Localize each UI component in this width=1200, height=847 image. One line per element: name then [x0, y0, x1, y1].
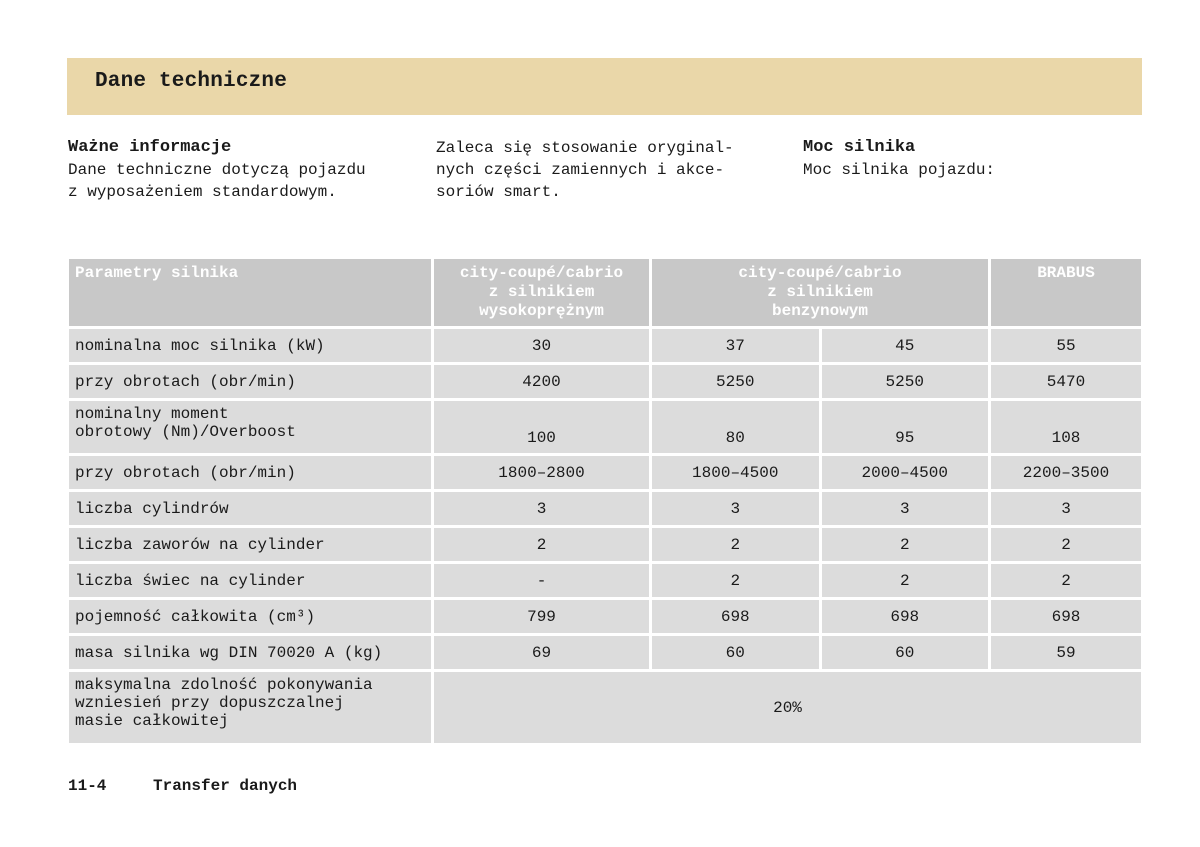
row-value: 2 — [822, 564, 989, 597]
page-title: Dane techniczne — [95, 70, 288, 93]
row-value: 100 — [434, 401, 649, 453]
row-value: 30 — [434, 329, 649, 362]
engine-power-heading: Moc silnika — [803, 138, 916, 157]
row-value: 5250 — [822, 365, 989, 398]
row-value: 3 — [434, 492, 649, 525]
engine-parameters-table — [66, 256, 1144, 746]
row-value: 1800–2800 — [434, 456, 649, 489]
engine-power-text: Moc silnika pojazdu: — [803, 161, 996, 179]
important-info-heading: Ważne informacje — [68, 138, 232, 157]
row-value: 3 — [991, 492, 1141, 525]
row-value: - — [434, 564, 649, 597]
row-value: 2 — [434, 528, 649, 561]
row-value: 2 — [652, 564, 819, 597]
row-value: 698 — [652, 600, 819, 633]
row-value: 3 — [822, 492, 989, 525]
footer-section-title: Transfer danych — [153, 777, 298, 795]
row-label: pojemność całkowita (cm³) — [69, 600, 431, 633]
row-value: 55 — [991, 329, 1141, 362]
row-label: przy obrotach (obr/min) — [69, 365, 431, 398]
table-row — [69, 329, 1141, 362]
row-value: 37 — [652, 329, 819, 362]
row-label: przy obrotach (obr/min) — [69, 456, 431, 489]
row-value: 2 — [991, 528, 1141, 561]
table-row — [69, 365, 1141, 398]
row-value: 2 — [652, 528, 819, 561]
row-value: 4200 — [434, 365, 649, 398]
row-value: 45 — [822, 329, 989, 362]
header-petrol: city-coupé/cabrio z silnikiem benzynowym — [652, 259, 988, 326]
intro-column-engine-power — [803, 137, 1143, 181]
row-label: liczba świec na cylinder — [69, 564, 431, 597]
table-row — [69, 528, 1141, 561]
intro-column-important — [68, 137, 418, 203]
parts-recommendation-text: Zaleca się stosowanie oryginal- nych części zamiennych i akce- soriów smart. — [436, 139, 734, 201]
table-row — [69, 564, 1141, 597]
table-row — [69, 636, 1141, 669]
table-row — [69, 600, 1141, 633]
header-diesel: city-coupé/cabrio z silnikiem wysokoprężnym — [434, 259, 649, 326]
row-value: 59 — [991, 636, 1141, 669]
important-info-text: Dane techniczne dotyczą pojazdu z wyposażeniem standardowym. — [68, 161, 366, 201]
row-value: 69 — [434, 636, 649, 669]
header-brabus: BRABUS — [991, 259, 1141, 326]
header-parameters: Parametry silnika — [69, 259, 431, 326]
page-footer — [68, 777, 297, 795]
intro-column-parts — [436, 137, 786, 203]
row-value: 799 — [434, 600, 649, 633]
row-value: 1800–4500 — [652, 456, 819, 489]
header-band — [67, 58, 1142, 115]
row-value: 2 — [822, 528, 989, 561]
row-value: 3 — [652, 492, 819, 525]
row-label: masa silnika wg DIN 70020 A (kg) — [69, 636, 431, 669]
row-value: 60 — [822, 636, 989, 669]
page-number: 11-4 — [68, 777, 107, 795]
row-label: maksymalna zdolność pokonywania wzniesień przy dopuszczalnej masie całkowitej — [69, 672, 431, 743]
row-value: 5250 — [652, 365, 819, 398]
row-value: 60 — [652, 636, 819, 669]
row-label: nominalna moc silnika (kW) — [69, 329, 431, 362]
table-row-gradeability — [69, 672, 1141, 743]
row-value: 698 — [822, 600, 989, 633]
row-value: 95 — [822, 401, 989, 453]
row-label: nominalny moment obrotowy (Nm)/Overboost — [69, 401, 431, 453]
row-value: 2200–3500 — [991, 456, 1141, 489]
row-value-merged: 20% — [434, 672, 1141, 743]
row-value: 2 — [991, 564, 1141, 597]
row-value: 2000–4500 — [822, 456, 989, 489]
table-row — [69, 456, 1141, 489]
row-label: liczba zaworów na cylinder — [69, 528, 431, 561]
row-value: 5470 — [991, 365, 1141, 398]
row-value: 80 — [652, 401, 819, 453]
row-value: 108 — [991, 401, 1141, 453]
row-label: liczba cylindrów — [69, 492, 431, 525]
row-value: 698 — [991, 600, 1141, 633]
table-row — [69, 401, 1141, 453]
table-header-row — [69, 259, 1141, 326]
table-row — [69, 492, 1141, 525]
